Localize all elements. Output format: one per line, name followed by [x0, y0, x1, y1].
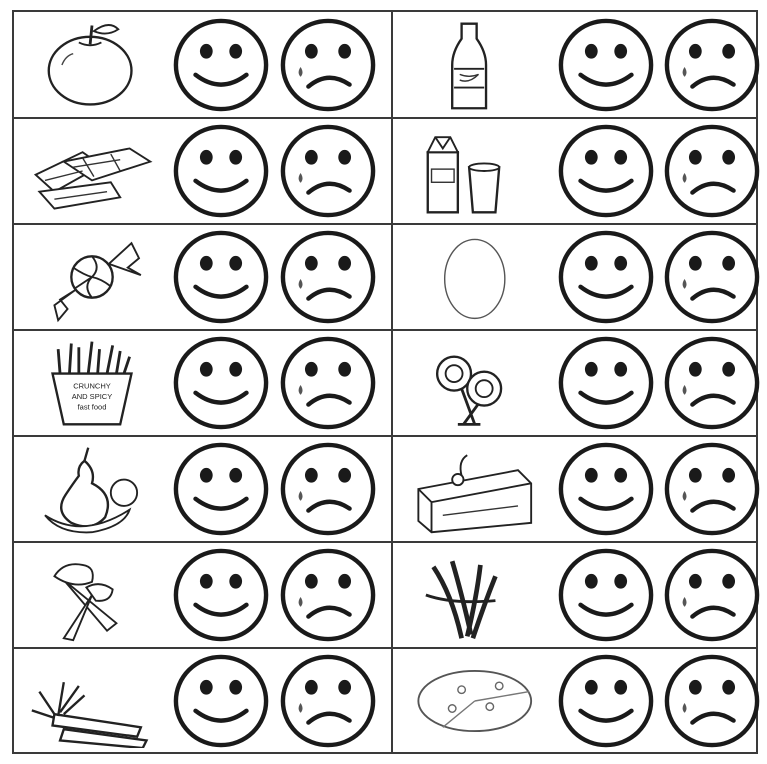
happy-face-icon[interactable]	[557, 122, 655, 220]
happy-face-icon[interactable]	[557, 334, 655, 432]
egg-icon	[401, 230, 541, 324]
lollipops-icon	[401, 336, 541, 430]
worksheet-row-right	[393, 118, 765, 222]
package-text: AND SPICY	[71, 391, 113, 401]
happy-face-icon[interactable]	[557, 228, 655, 326]
worksheet-row-left	[14, 224, 386, 328]
worksheet	[12, 10, 758, 754]
package-text: fast food	[77, 402, 107, 412]
sad-face-icon[interactable]	[663, 440, 761, 538]
pizza-icon	[401, 654, 541, 748]
ice-cream-cones-icon	[22, 548, 162, 642]
sad-face-icon[interactable]	[279, 122, 377, 220]
package-text: CRUNCHY	[73, 381, 111, 391]
happy-face-icon[interactable]	[172, 334, 270, 432]
happy-face-icon[interactable]	[172, 122, 270, 220]
worksheet-row-right	[393, 436, 765, 540]
worksheet-row-left	[14, 648, 386, 752]
french-fries-icon	[22, 336, 162, 430]
happy-face-icon[interactable]	[172, 16, 270, 114]
worksheet-row-left	[14, 436, 386, 540]
happy-face-icon[interactable]	[172, 546, 270, 644]
worksheet-row-right	[393, 542, 765, 646]
green-beans-icon	[401, 548, 541, 642]
milk-carton-and-glass-icon	[401, 124, 541, 218]
sad-face-icon[interactable]	[279, 546, 377, 644]
cake-slice-icon	[401, 442, 541, 536]
sad-face-icon[interactable]	[663, 16, 761, 114]
sad-face-icon[interactable]	[279, 16, 377, 114]
happy-face-icon[interactable]	[557, 652, 655, 750]
worksheet-row-right	[393, 330, 765, 434]
worksheet-row-left	[14, 118, 386, 222]
happy-face-icon[interactable]	[172, 652, 270, 750]
happy-face-icon[interactable]	[557, 546, 655, 644]
happy-face-icon[interactable]	[172, 228, 270, 326]
carrots-icon	[22, 654, 162, 748]
sad-face-icon[interactable]	[663, 122, 761, 220]
sad-face-icon[interactable]	[663, 652, 761, 750]
worksheet-row-right	[393, 224, 765, 328]
sad-face-icon[interactable]	[663, 546, 761, 644]
worksheet-row-right	[393, 648, 765, 752]
worksheet-row-right	[393, 12, 765, 116]
pear-and-fruit-icon	[22, 442, 162, 536]
worksheet-row-left	[14, 330, 386, 434]
sad-face-icon[interactable]	[279, 652, 377, 750]
sad-face-icon[interactable]	[663, 334, 761, 432]
worksheet-row-left	[14, 542, 386, 646]
sad-face-icon[interactable]	[279, 228, 377, 326]
worksheet-row-left	[14, 12, 386, 116]
wrapped-candy-icon	[22, 230, 162, 324]
sad-face-icon[interactable]	[279, 334, 377, 432]
happy-face-icon[interactable]	[172, 440, 270, 538]
apple-icon	[22, 18, 162, 112]
happy-face-icon[interactable]	[557, 16, 655, 114]
sad-face-icon[interactable]	[663, 228, 761, 326]
sad-face-icon[interactable]	[279, 440, 377, 538]
soda-bottle-icon	[401, 18, 541, 112]
happy-face-icon[interactable]	[557, 440, 655, 538]
vegetables-icon	[22, 124, 162, 218]
